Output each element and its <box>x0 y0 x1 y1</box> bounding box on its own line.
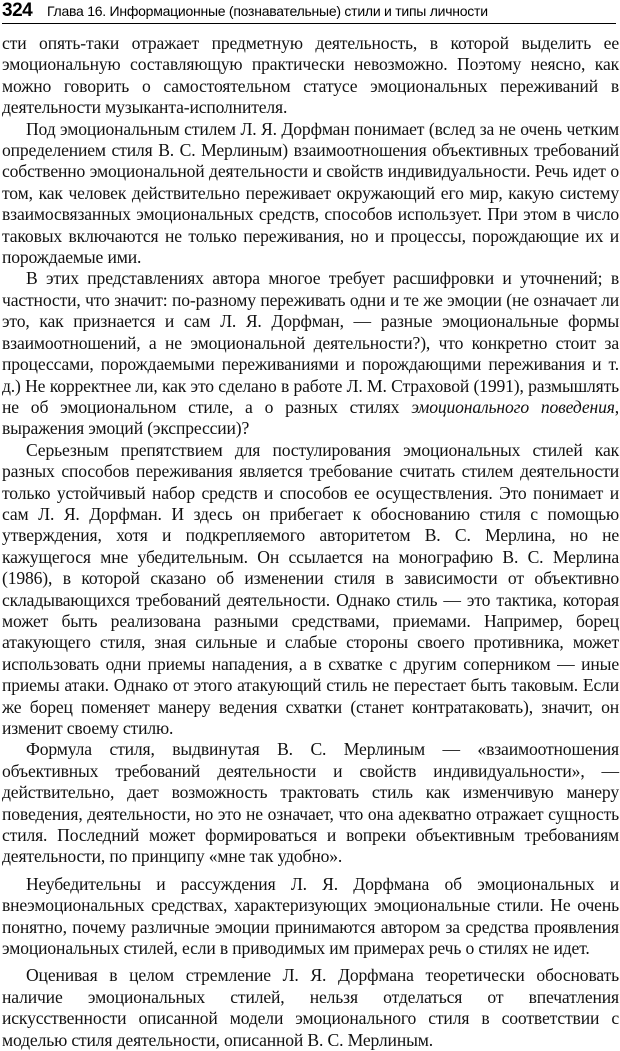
paragraph-unconvincing: Неубедительны и рассуждения Л. Я. Дорфмана об эмоциональных и внеэмоциональных средствах, характеризующих эмоциональные стили. Не очень понятно, почему различные эмоции принимаются автором за средства проявления эмоциональных стилей, если в приводимых им примерах речь о стилях не идет. <box>2 873 619 959</box>
paragraph-conclusion: Оценивая в целом стремление Л. Я. Дорфмана теоретически обосновать наличие эмоциональных стилей, нельзя отделаться от впечатления искусственности описанной модели эмоционального стиля в соответствии с моделью стиля деятельности, описанной В. С. Мерлиным. <box>2 965 619 1050</box>
paragraph-continuation: сти опять-таки отражает предметную деятельность, в которой выделить ее эмоциональную составляющую практически невозможно. Поэтому неясно, как можно говорить о самостоятельном статусе эмоциональных переживаний в деятельности музыканта-исполнителя. <box>2 33 619 118</box>
paragraph-emotional-style-definition: Под эмоциональным стилем Л. Я. Дорфман понимает (вслед за не очень четким определением стиля В. С. Мерлиным) взаимоотношения объективных требований собственно эмоциональной деятельности и свойств индивидуальности. Речь идет о том, как человек действительно переживает окружающий его мир, какую систему взаимосвязанных эмоциональных средств, способов использует. При этом в число таковых включаются не только переживания, но и процессы, порождающие их и порождаемые ими. <box>2 118 619 268</box>
paragraph-merlin-formula: Формула стиля, выдвинутая В. С. Мерлиным — «взаимоотношения объективных требований деятельности и свойств индивидуальности», — действительно, дает возможность трактовать стиль как изменчивую манеру поведения, деятельности, но это не означает, что она адекватно отражает сущность стиля. Последний может формироваться и вопреки объективным требованиям деятельности, по принципу «мне так удобно». <box>2 739 619 867</box>
paragraph-text-part: В этих представлениях автора многое требует расшифровки и уточнений; в частности, что значит: по-разному переживать одни и те же эмоции (не означает ли это, как признается и сам Л. Я. Дорфман, — разные эмоциональные формы взаимоотношений, а не эмоциональной деятельности?), что конкретно стоит за процессами, порождаемыми переживаниями и порождающими переживания и т. д.) Не корректнее ли, как это сделано в работе Л. М. Страховой (1991), размышлять не об эмоциональном стиле, а о разных стилях <box>2 268 619 417</box>
chapter-title: Глава 16. Информационные (познавательные) стили и типы личности <box>47 3 488 19</box>
paragraph-clarification <box>2 268 619 439</box>
page-number: 324 <box>2 0 33 21</box>
body-text <box>2 33 619 1051</box>
emphasized-term: эмоционального поведения <box>411 396 615 417</box>
running-header <box>2 1 616 24</box>
paragraph-text-part: , выражения эмоций (экспрессии)? <box>2 396 619 439</box>
paragraph-obstacle: Серьезным препятствием для постулирования эмоциональных стилей как разных способов переживания является требование считать стилем деятельности только устойчивый набор средств и способов ее осуществления. Это понимает и сам Л. Я. Дорфман. И здесь он прибегает к обоснованию стиля с помощью утверждения, хотя и подкрепляемого авторитетом В. С. Мерлина, но не кажущегося мне убедительным. Он ссылается на монографию В. С. Мерлина (1986), в которой сказано об изменении стиля в зависимости от объективно складывающихся требований деятельности. Однако стиль — это тактика, которая может быть реализована разными средствами, приемами. Например, борец атакующего стиля, зная сильные и слабые стороны своего противника, может использовать одни приемы нападения, а в схватке с другим соперником — иные приемы атаки. Однако от этого атакующий стиль не перестает быть таковым. Если же борец поменяет манеру ведения схватки (станет контратаковать), значит, он изменит своему стилю. <box>2 439 619 738</box>
